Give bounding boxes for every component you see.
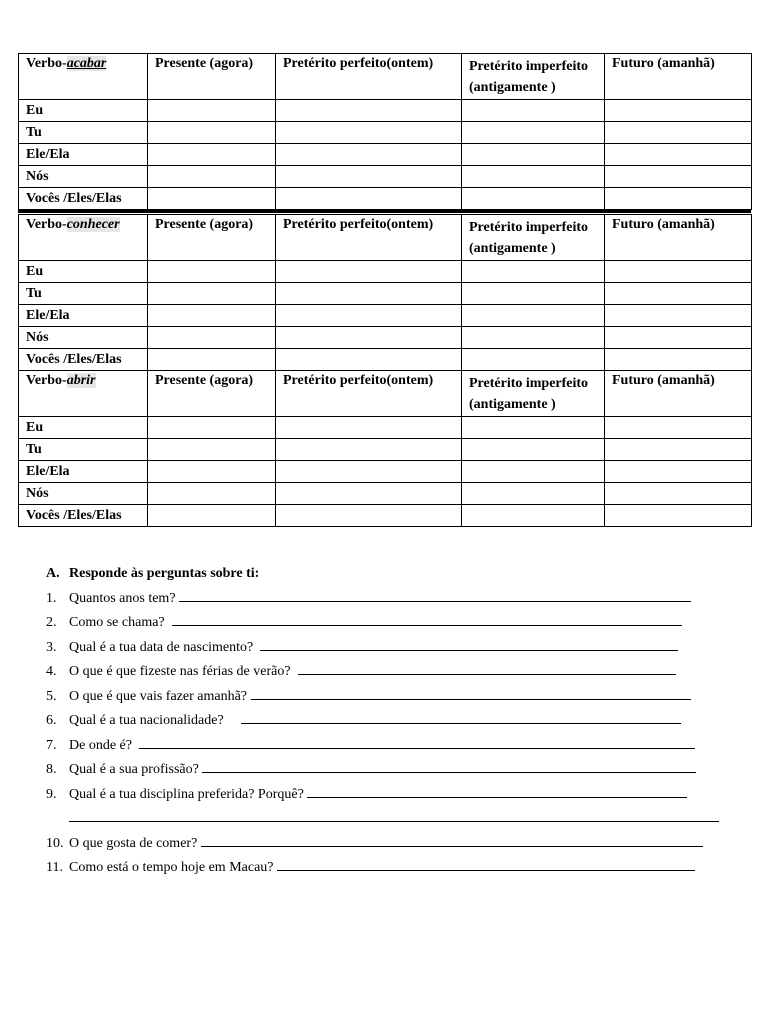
answer-cell[interactable] — [276, 461, 462, 483]
answer-cell[interactable] — [276, 305, 462, 327]
column-header-preterito-perfeito: Pretérito perfeito(ontem) — [276, 54, 462, 100]
table-header-row — [19, 215, 752, 261]
answer-cell[interactable] — [605, 144, 752, 166]
table-row — [19, 483, 752, 505]
answer-cell[interactable] — [148, 188, 276, 210]
column-header-presente: Presente (agora) — [148, 215, 276, 261]
answer-cell[interactable] — [276, 261, 462, 283]
column-header-presente: Presente (agora) — [148, 54, 276, 100]
answer-cell[interactable] — [148, 283, 276, 305]
answer-cell[interactable] — [605, 188, 752, 210]
answer-cell[interactable] — [276, 439, 462, 461]
answer-cell[interactable] — [462, 144, 605, 166]
table-row — [19, 100, 752, 122]
answer-line[interactable] — [179, 587, 691, 602]
question-item: 6. Qual é a tua nacionalidade? — [46, 709, 726, 734]
thick-divider — [18, 209, 751, 213]
column-header-preterito-imperfeito: Pretérito imperfeito (antigamente ) — [462, 54, 605, 100]
table-row — [19, 505, 752, 527]
verb-header — [19, 215, 148, 261]
pronoun-cell: Ele/Ela — [19, 461, 148, 483]
column-header-preterito-imperfeito: Pretérito imperfeito (antigamente ) — [462, 215, 605, 261]
answer-cell[interactable] — [148, 439, 276, 461]
column-header-preterito-perfeito: Pretérito perfeito(ontem) — [276, 371, 462, 417]
verb-header — [19, 54, 148, 100]
answer-cell[interactable] — [605, 417, 752, 439]
answer-cell[interactable] — [462, 439, 605, 461]
answer-cell[interactable] — [462, 261, 605, 283]
question-item: 8. Qual é a sua profissão? — [46, 758, 726, 783]
question-continuation-line — [46, 807, 726, 832]
question-item: 1. Quantos anos tem? — [46, 587, 726, 612]
question-item: 11. Como está o tempo hoje em Macau? — [46, 856, 726, 881]
answer-cell[interactable] — [605, 483, 752, 505]
column-header-futuro: Futuro (amanhã) — [605, 215, 752, 261]
table-row — [19, 261, 752, 283]
answer-cell[interactable] — [605, 283, 752, 305]
answer-cell[interactable] — [605, 327, 752, 349]
answer-cell[interactable] — [605, 122, 752, 144]
answer-line[interactable] — [277, 856, 695, 871]
question-item: 3. Qual é a tua data de nascimento? — [46, 636, 726, 661]
answer-cell[interactable] — [605, 100, 752, 122]
table-row — [19, 417, 752, 439]
table-row — [19, 166, 752, 188]
pronoun-cell: Ele/Ela — [19, 144, 148, 166]
pronoun-cell: Nós — [19, 483, 148, 505]
answer-line[interactable] — [201, 832, 703, 847]
table-row — [19, 461, 752, 483]
question-item: 9. Qual é a tua disciplina preferida? Porquê? — [46, 783, 726, 808]
table-row — [19, 144, 752, 166]
pronoun-cell: Eu — [19, 261, 148, 283]
table-row — [19, 349, 752, 371]
pronoun-cell: Eu — [19, 100, 148, 122]
column-header-presente: Presente (agora) — [148, 371, 276, 417]
answer-cell[interactable] — [276, 505, 462, 527]
table-row — [19, 439, 752, 461]
answer-cell[interactable] — [276, 166, 462, 188]
verb-prefix: Verbo- — [26, 217, 67, 232]
answer-cell[interactable] — [605, 349, 752, 371]
answer-cell[interactable] — [148, 417, 276, 439]
answer-cell[interactable] — [148, 166, 276, 188]
answer-cell[interactable] — [148, 505, 276, 527]
answer-cell[interactable] — [462, 122, 605, 144]
pronoun-cell: Vocês /Eles/Elas — [19, 188, 148, 210]
answer-cell[interactable] — [462, 483, 605, 505]
pronoun-cell: Nós — [19, 327, 148, 349]
answer-cell[interactable] — [462, 349, 605, 371]
answer-line[interactable] — [251, 685, 691, 700]
answer-cell[interactable] — [605, 166, 752, 188]
questions-section — [46, 562, 726, 881]
answer-cell[interactable] — [148, 100, 276, 122]
column-header-preterito-perfeito: Pretérito perfeito(ontem) — [276, 215, 462, 261]
verb-name: conhecer — [66, 217, 120, 232]
conjugation-table-abrir — [18, 370, 752, 527]
answer-line[interactable] — [298, 660, 676, 675]
verb-prefix: Verbo- — [26, 56, 67, 71]
answer-cell[interactable] — [276, 188, 462, 210]
question-item: 2. Como se chama? — [46, 611, 726, 636]
pronoun-cell: Tu — [19, 439, 148, 461]
answer-cell[interactable] — [462, 505, 605, 527]
pronoun-cell: Vocês /Eles/Elas — [19, 349, 148, 371]
answer-cell[interactable] — [276, 122, 462, 144]
question-item: 7. De onde é? — [46, 734, 726, 759]
answer-cell[interactable] — [276, 483, 462, 505]
question-item: 4. O que é que fizeste nas férias de verão? — [46, 660, 726, 685]
answer-cell[interactable] — [276, 144, 462, 166]
answer-cell[interactable] — [462, 327, 605, 349]
answer-cell[interactable] — [276, 100, 462, 122]
table-header-row — [19, 371, 752, 417]
answer-cell[interactable] — [148, 483, 276, 505]
answer-line[interactable] — [260, 636, 678, 651]
answer-cell[interactable] — [462, 166, 605, 188]
conjugation-table-conhecer — [18, 214, 752, 371]
pronoun-cell: Tu — [19, 283, 148, 305]
verb-header — [19, 371, 148, 417]
verb-name: acabar — [66, 56, 107, 71]
table-header-row — [19, 54, 752, 100]
answer-cell[interactable] — [148, 122, 276, 144]
conjugation-table-acabar — [18, 53, 752, 210]
pronoun-cell: Nós — [19, 166, 148, 188]
table-row — [19, 188, 752, 210]
answer-cell[interactable] — [276, 327, 462, 349]
answer-cell[interactable] — [605, 261, 752, 283]
answer-line[interactable] — [172, 611, 682, 626]
answer-cell[interactable] — [148, 144, 276, 166]
answer-cell[interactable] — [605, 505, 752, 527]
answer-line[interactable] — [69, 807, 719, 822]
verb-prefix: Verbo- — [26, 373, 67, 388]
answer-cell[interactable] — [605, 439, 752, 461]
answer-line[interactable] — [241, 709, 681, 724]
answer-cell[interactable] — [462, 461, 605, 483]
answer-cell[interactable] — [276, 283, 462, 305]
answer-cell[interactable] — [462, 188, 605, 210]
table-row — [19, 327, 752, 349]
answer-cell[interactable] — [148, 349, 276, 371]
question-item: 10. O que gosta de comer? — [46, 832, 726, 857]
answer-cell[interactable] — [462, 100, 605, 122]
table-row — [19, 283, 752, 305]
pronoun-cell: Eu — [19, 417, 148, 439]
pronoun-cell: Ele/Ela — [19, 305, 148, 327]
answer-cell[interactable] — [605, 461, 752, 483]
answer-line[interactable] — [139, 734, 695, 749]
answer-line[interactable] — [202, 758, 696, 773]
answer-cell[interactable] — [462, 305, 605, 327]
answer-cell[interactable] — [148, 327, 276, 349]
answer-cell[interactable] — [605, 305, 752, 327]
pronoun-cell: Tu — [19, 122, 148, 144]
column-header-futuro: Futuro (amanhã) — [605, 54, 752, 100]
verb-name: abrir — [66, 373, 96, 388]
answer-cell[interactable] — [148, 305, 276, 327]
answer-line[interactable] — [307, 783, 687, 798]
answer-cell[interactable] — [276, 417, 462, 439]
question-item: 5. O que é que vais fazer amanhã? — [46, 685, 726, 710]
column-header-preterito-imperfeito: Pretérito imperfeito (antigamente ) — [462, 371, 605, 417]
answer-cell[interactable] — [276, 349, 462, 371]
section-title: A. Responde às perguntas sobre ti: — [46, 566, 260, 581]
table-row — [19, 305, 752, 327]
answer-cell[interactable] — [148, 461, 276, 483]
table-row — [19, 122, 752, 144]
answer-cell[interactable] — [148, 261, 276, 283]
answer-cell[interactable] — [462, 283, 605, 305]
answer-cell[interactable] — [462, 417, 605, 439]
pronoun-cell: Vocês /Eles/Elas — [19, 505, 148, 527]
column-header-futuro: Futuro (amanhã) — [605, 371, 752, 417]
